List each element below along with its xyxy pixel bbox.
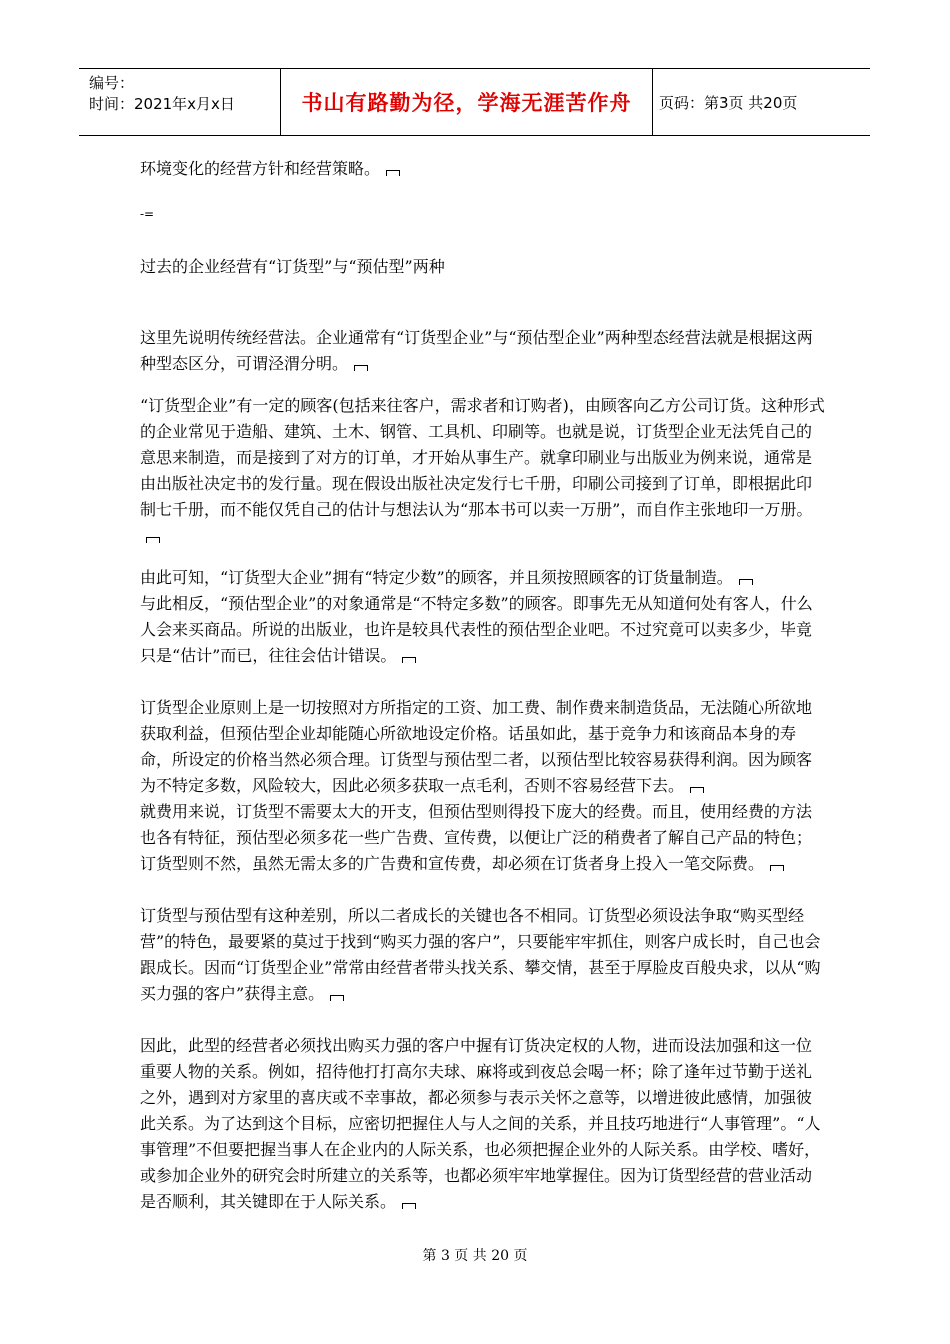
paragraph: 订货型与预估型有这种差别，所以二者成长的关键也各不相同。订货型必须设法争取“购买型经营”的特色，最要紧的莫过于找到“购买力强的客户”，只要能牢牢抓住，则客户成长时，自己也会跟成长。因而“订货型企业”常常由经营者带头找关系、攀交情，甚至于厚脸皮百般央求，以从“购买力强的客户”获得主意。 [140,906,821,1003]
paragraph-mark-icon [146,537,160,543]
paragraph-mark-icon [402,657,416,663]
paragraph: 与此相反，“预估型企业”的对象通常是“不特定多数”的顾客。即事先无从知道何处有客人，什么人会来买商品。所说的出版业，也许是较具代表性的预估型企业吧。不过究竟可以卖多少，毕竟只是“估计”而已，往往会估计错误。 [140,594,813,665]
section-heading: 过去的企业经营有“订货型”与“预估型”两种 [140,257,445,276]
paragraph-mark-icon [770,865,784,871]
section-marker: -= [140,207,155,221]
header-page-cell [653,69,870,135]
paragraph-mark-icon [386,170,400,176]
motto-text: 书山有路勤为径，学海无涯苦作舟 [301,91,632,115]
paragraph: 因此，此型的经营者必须找出购买力强的客户中握有订货决定权的人物，进而设法加强和这一位重要人物的关系。例如，招待他打打高尔夫球、麻将或到夜总会喝一杯；除了逢年过节勤于送礼之外，遇到对方家里的喜庆或不幸事故，都必须参与表示关怀之意等，以增进彼此感情，加强彼此关系。为了达到这个目标，应密切把握住人与人之间的关系，并且技巧地进行“人事管理”。“人事管理”不但要把握当事人在企业内的人际关系，也必须把握企业外的人际关系。由学校、嗜好，或参加企业外的研究会时所建立的关系等，也都必须牢牢地掌握住。因为订货型经营的营业活动是否顺利，其关键即在于人际关系。 [140,1036,821,1211]
doc-date-label: 时间：2021年x月x日 [89,95,235,113]
paragraph: “订货型企业”有一定的顾客(包括来往客户，需求者和订购者)，由顾客向乙方公司订货。这种形式的企业常见于造船、建筑、土木、钢管、工具机、印刷等。也就是说，订货型企业无法凭自己的意思来制造，而是接到了对方的订单，才开始从事生产。就拿印刷业与出版业为例来说，通常是由出版社决定书的发行量。现在假设出版社决定发行七千册，印刷公司接到了订单，即根据此印制七千册，而不能仅凭自己的估计与想法认为“那本书可以卖一万册”，而自作主张地印一万册。 [140,393,825,549]
header-page-label: 页码：第3页 共20页 [659,93,798,112]
doc-number-label: 编号： [89,74,135,92]
header-meta-cell [79,69,281,135]
paragraph: 订货型企业原则上是一切按照对方所指定的工资、加工费、制作费来制造货品，无法随心所欲地获取利益，但预估型企业却能随心所欲地设定价格。话虽如此，基于竞争力和该商品本身的寿命，所设定的价格当然必须合理。订货型与预估型二者，以预估型比较容易获得利润。因为顾客为不特定多数，风险较大，因此必须多获取一点毛利，否则不容易经营下去。 [140,698,813,795]
paragraph: 环境变化的经营方针和经营策略。 [140,156,825,182]
paragraph-mark-icon [690,787,704,793]
paragraph-mark-icon [330,995,344,1001]
paragraph: 这里先说明传统经营法。企业通常有“订货型企业”与“预估型企业”两种型态经营法就是根据这两种型态区分，可谓泾渭分明。 [140,328,813,373]
paragraph: 由此可知，“订货型大企业”拥有“特定少数”的顾客，并且须按照顾客的订货量制造。 [140,565,825,591]
header-motto-cell [281,69,653,135]
page-header [79,68,870,136]
paragraph: 就费用来说，订货型不需要太大的开支，但预估型则得投下庞大的经费。而且，使用经费的方法也各有特征，预估型必须多花一些广告费、宣传费，以便让广泛的稍费者了解自己产品的特色；订货型则不然，虽然无需太多的广告费和宣传费，却必须在订货者身上投入一笔交际费。 [140,802,813,873]
paragraph-mark-icon [354,365,368,371]
page-footer: 第 3 页 共 20 页 [422,1248,528,1264]
paragraph-mark-icon [739,579,753,585]
document-body [140,156,825,1215]
paragraph-mark-icon [402,1203,416,1209]
